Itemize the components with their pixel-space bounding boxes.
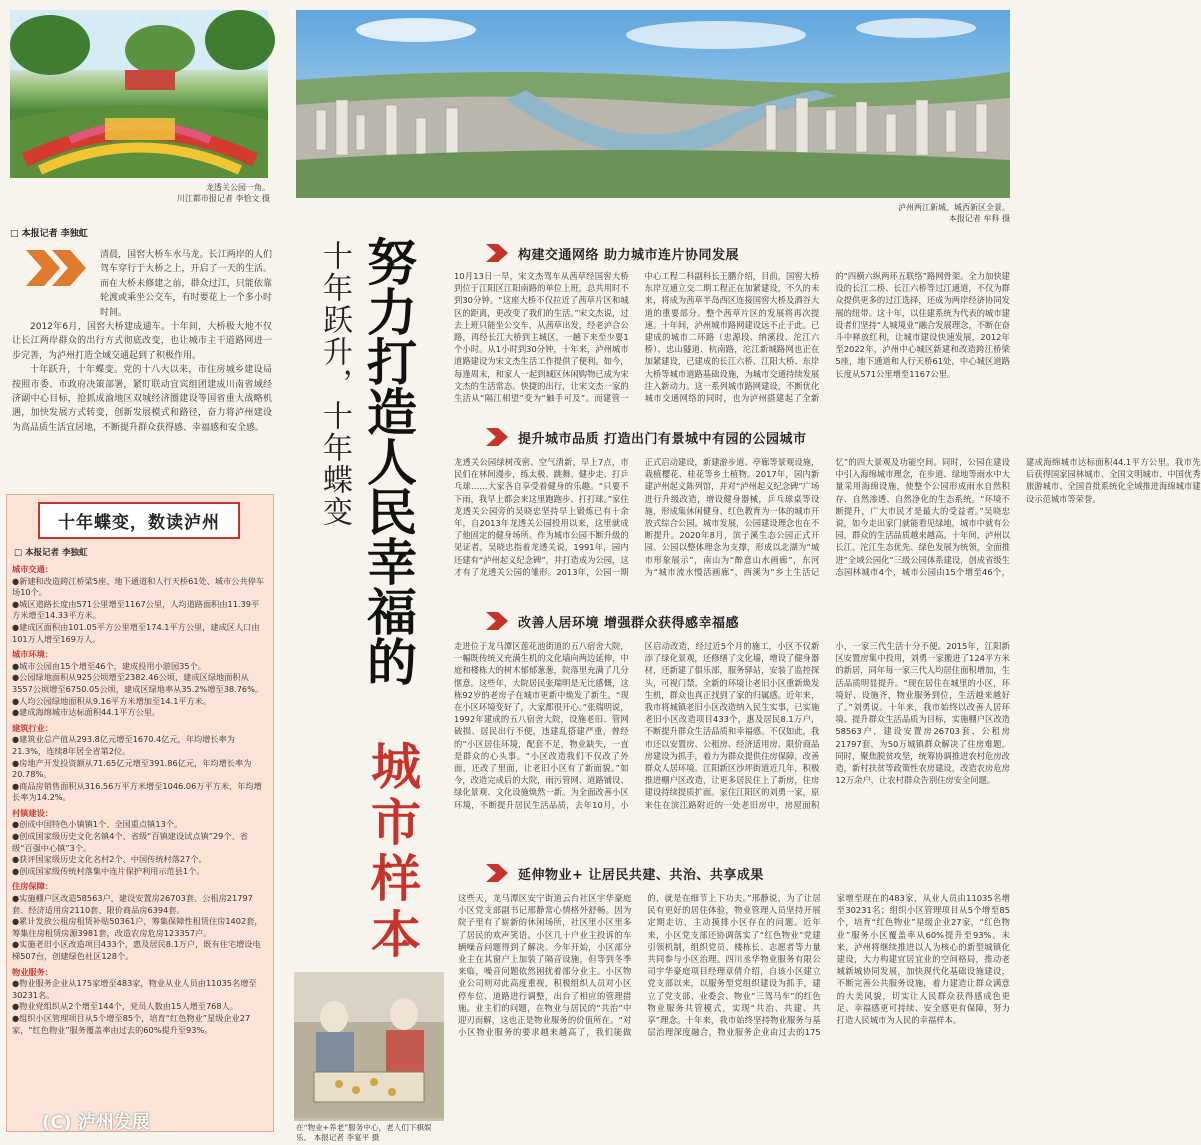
- chess-players-illustration: [294, 972, 444, 1118]
- stats-item: ●商品房销售面积从316.56万平方米增至1046.06万平方米，年均增长率为14.2%。: [12, 780, 262, 803]
- stats-item: ●实施棚户区改造58563户，建设安置房26703套、公租房21797套、经济适用房2110套、限价商品房6394套。: [12, 893, 253, 915]
- stats-item: ●创成国家级传统村落集中连片保护利用示范县1个。: [12, 865, 205, 876]
- stats-section-heading: 城市交通：: [12, 564, 53, 574]
- stats-box-body: [12, 560, 266, 1116]
- section-text-property: [294, 892, 1010, 1143]
- stats-box-byline: □ 本报记者 李独虹: [14, 548, 88, 558]
- stats-item: ●建成海绵城市达标面积44.1平方公里。: [12, 707, 161, 718]
- stats-section-heading: 住房保障：: [12, 881, 53, 892]
- section-text-transport: 10月13日一早，宋文杰驾车从茜草经国窖大桥到位于江阳区江阳南路的单位上班，总共用时不到30分钟。“这座大桥不仅拉近了茜草片区和城区的距离，更改变了我们的生活。”宋文杰说，过去上班只能坐公交车，从茜草出发，经老泸合公路，再经长江大桥到主城区，一趟下来至少要1个小时。从1小时到30分钟，十年来，泸州城市道路建设为宋文杰生活工作提供了便利。如今，每逢周末，和家人一起到城区休闲购物已成为宋文杰的生活常态。快捷的出行，让宋文杰一家的生活从“隔江相望”变为“触手可及”。而建管一中心工程二科副科长王鹏介绍，目前，国窖大桥东岸互通立交二期工程正在加紧建设，不久的未来，将成为茜草半岛西区连接国窖大桥及酒谷大道的重要部分。整个茜草片区的发展将再次提速。十年间，泸州城市路网建设远不止于此。已建成的城市二环路（忠源段、纳溪段、沱江六桥）、忠山隧道、杭南路，沱江新城路网也正在加紧建设，已建成的长江六桥、江阳大桥、东岸大桥等城市道路基础设施，为城市交通持续发展注入新动力。这一系列城市路网建设，不断优化城市交通网络的同时，也为泸州搭建起了全新的“四横六纵两环五联络”路网骨架。全力加快建设的长江二桥、长江六桥等过江通道，不仅为群众提供更多的过江选择，还成为两岸经济协同发展的纽带。这十年，以住建系统为代表的城市建设者们坚持“人城境业”融合发展理念，不断在奋斗中释放红利，让城市建设快速发展，2012年至2022年，泸州中心城区新建和改造跨江桥梁5座，地下通道和人行天桥61处，中心城区道路长度从571公里增至1167公里。: [454, 271, 1010, 404]
- subtitle-vertical: 十年跃升，十年蝶变: [317, 240, 352, 528]
- intro-text: [12, 248, 272, 473]
- stats-item: ●组织小区管理项目从5个增至85个，培育“红色物业”星级企业27家，“红色物业”服务覆盖率由过去的60%提升至93%。: [12, 1012, 251, 1035]
- bottom-photo: [294, 972, 444, 1142]
- stats-item: ●获评国家级历史文化名村2个、中国传统村落27个。: [12, 854, 207, 865]
- stats-item: ●累计发放公租房租赁补贴50361户，筹集保障性租赁住房1402套，筹集住房租赁房源3981套，改造农房危房123357户。: [12, 916, 263, 938]
- red-arrow-icon: [486, 244, 508, 262]
- stats-item: ●房地产开发投资额从71.65亿元增至391.86亿元，年均增长率为20.78%。: [12, 757, 252, 780]
- stats-item: ●新建和改造跨江桥梁5座、地下通道和人行天桥61处、城市公共停车场10个。: [12, 575, 265, 598]
- red-arrow-icon: [486, 864, 508, 882]
- red-arrow-icon: [486, 428, 508, 446]
- stats-item: ●公园绿地面积从925公顷增至2382.46公顷，建成区绿地面积从3557公顷增至6750.05公顷，建成区绿地率从35.2%增至38.76%。: [12, 672, 264, 694]
- main-title-red: 城市样本: [363, 740, 422, 964]
- stats-item: ●创成中国特色小镇镇1个、全国重点镇13个。: [12, 819, 183, 830]
- intro-paragraph: 十年跃升，十年蝶变。党的十八大以来，市住房城乡建设局按照市委、市政府决策部署，紧盯联动宜宾组团建成川南省域经济副中心目标，抢抓成渝地区双城经济圈建设等国省重大战略机遇，加快发展方式转变，创新发展模式和路径，奋力将泸州建设为高品质生活宜居地，不断提升群众获得感、幸福感和安全感。: [12, 365, 272, 433]
- city-panorama-caption: 泸州两江新城、城西新区全景。 本报记者 牟科 摄: [898, 203, 1010, 223]
- byline-left: □ 本报记者 李独虹: [10, 229, 88, 239]
- stats-section-heading: 村镇建设：: [12, 807, 53, 818]
- watermark: (C) 泸州发展: [42, 1112, 150, 1133]
- park-photo: [10, 10, 268, 178]
- park-photo-caption: 龙透关公园一角。 川江都市报记者 李恰文 摄: [176, 183, 270, 203]
- flower-bed-illustration: [10, 10, 268, 178]
- stats-section-heading: 城市环境：: [12, 649, 53, 660]
- stats-box-title: [6, 503, 272, 537]
- section-text-property-columns: 这些天，龙马潭区安宁街道云台社区宇华豪庭小区党支部副书记邢静常心情格外舒畅。因为院子里有了崭新的休闲场所，社区里小区里多了居民的欢声笑语。小区几十户业主投诉的车辆噪音问题得到了解决。今年开始，小区部分业主在其窗户上加装了隔音设施，但等到冬季来临，噪音问题依然困扰着部分业主。小区物业公司则对此高度重视，积极组织人员对小区停车位、道路进行调整，出台了相应的管理措施。业主们的问题，在物业与居民的“共治”中迎刃而解，这也正是物业服务的价值所在。“对小区物业服务的要求越来越高了，我们能做的，就是在细节上下功夫。”邢静说，为了让居民有更好的居住体验，物业管理人员坚持开展定期走访，主动摸排小区存在的问题。近年来，小区党支部还协调落实了“红色物业”党建引领机制，组织党员、楼栋长、志愿者等力量共同参与小区治理。四川丞华物业服务有限公司宇华豪庭项目经理章倩介绍，自该小区建立党支部以来，以服务型党组织建设为抓手，建立了党支部、业委会、物业“三驾马车”的红色物业服务共管模式，实现“共治、共建、共享”理念。十年来，我市始终坚持物业服务与基层治理深度融合，物业服务企业由过去的175家增至现在的483家，从业人员由11035名增至30231名；组织小区管理项目从5个增至85个，培育“红色物业”星级企业27家，“红色物业”服务小区覆盖率从60%提升至93%。未来，泸州将继续推进以人为核心的新型城镇化建设，大力构建宜居宜业的空间格局，推动老城新城协同发展，加快现代化基础设施建设，不断完善公共服务设施，着力建造让群众满意的大美风貌，切实让人民群众获得感成色更足、幸福感更可持续、安全感更有保障，努力打造人民城市为人民的幸福样本。: [458, 893, 1010, 1038]
- section-heading-living-environment: 改善人居环境 增强群众获得感幸福感: [486, 610, 739, 632]
- stats-section-heading: 建筑行业：: [12, 722, 53, 733]
- stats-item: ●实施老旧小区改造项目433个，惠及居民8.1万户，既有住宅增设电梯507台，创建绿色社区128个。: [12, 939, 261, 961]
- city-panorama-photo: [296, 10, 1010, 198]
- section-heading-property: 延伸物业+ 让居民共建、共治、共享成果: [486, 862, 764, 884]
- section-heading-city-quality: 提升城市品质 打造出门有景城中有园的公园城市: [486, 426, 807, 448]
- section-text-city-quality: 龙透关公园绿树茂密、空气清新，早上7点，市民们在林间漫步，练太极、跳舞、健步走、打乒乓球……大家各自享受着健身的乐趣。“只要不下雨，我早上都会来这里跑跑步、打打球。”家住龙透关公园旁的吴晓忠坚持早上锻炼已有十余年，自2013年龙透关公园投用以来，这里就成了他固定的健身场所。作为城市公园不断升级的见证者，吴晓忠指着龙透关说，1991年，园内还建有“泸州起义纪念碑”，并打造成为公园，这才有了龙透关公园的雏形。2013年，公园一期正式启动建设，新建游步道、亭廊等景观设施，栽植樱花、桂花等乡土植物。2017年，园内新建泸州起义陈列馆，并对“泸州起义纪念碑”广场进行升级改造，增设健身器械，乒乓球桌等设施，形成集休闲健身、红色教育为一体的城市开放式综合公园。城市发展，公园建设理念也在不断提升。2020年8月，滨子溪生态公园正式开园。公园以整体理念为支撑，形成以北湖为“城市形象展示”，南山为“醉意山水画廊”，东河为“城市流水慢活画廊”，西溪为“乡土生活记忆”的四大景观及功能空间。同时，公园在建设中引入海绵城市理念，在步道、绿地等雨水中大量采用海绵设施，使整个公园形成雨水自然积存、自然渗透、自然净化的生态系统。“环境不断提升，广大市民才是最大的受益者。”吴晓忠说，如今走出家门就能看见绿地，城市中就有公园，群众的生活品质越来越高。十年间，泸州以长江、沱江生态优先、绿色发展为统领，全面推进“全域公园化”三级公园体系建设，创成省级生态园林城市4个，城市公园由15个增至46个，建成海绵城市达标面积44.1平方公里。我市先后获得国家园林城市、全国文明城市、中国优秀旅游城市、全国首批系统化全域推进海绵城市建设示范城市等荣誉。: [454, 457, 1201, 577]
- stats-section-heading: 物业服务：: [12, 966, 53, 977]
- stats-item: ●城市公园由15个增至46个，建成投用小游园35个。: [12, 660, 206, 671]
- city-panorama-illustration: [296, 10, 1010, 198]
- section-heading-transport: 构建交通网络 助力城市连片协同发展: [486, 242, 739, 264]
- stats-box-title-text: 十年蝶变，数读泸州: [38, 502, 240, 539]
- stats-item: ●城区道路长度由571公里增至1167公里，人均道路面积由11.39平方米增至14.33平方米。: [12, 598, 260, 621]
- stats-item: ●物业服务企业从175家增至483家，物业从业人员由11035名增至30231名。: [12, 978, 257, 1000]
- red-arrow-icon: [486, 612, 508, 630]
- stats-item: ●建筑业总产值从293.8亿元增至1670.4亿元，年均增长率为21.3%，连续8年居全省第2位。: [12, 734, 235, 756]
- intro-paragraph: 清晨，国窖大桥车水马龙。长江两岸的人们驾车穿行于大桥之上，开启了一天的生活。而在大桥未修建之前，群众过江，只能依靠轮渡或乘坐公交车，有时要花上一个多小时时间。: [100, 250, 272, 318]
- stats-item: ●建成区面积由101.05平方公里增至174.1平方公里，建成区人口由101万人增至169万人。: [12, 621, 260, 644]
- stats-item: ●物业党组织从2个增至144个，党员人数由15人增至768人。: [12, 1001, 238, 1012]
- stats-item: ●创成国家级历史文化名镇4个、省级“百镇建设试点镇”29个、省级“百强中心镇”3个。: [12, 831, 248, 853]
- bottom-photo-caption: 在“物业+养老”服务中心，老人们下棋娱乐。 本报记者 李宴平 摄: [294, 1121, 444, 1145]
- intro-paragraph: 2012年6月，国窖大桥建成通车。十年间，大桥极大地不仅让长江两岸群众的出行方式彻底改变，也让城市主干道路网进一步完善，为泸州打造全域交通起到了积极作用。: [12, 322, 272, 361]
- stats-item: ●人均公园绿地面积从9.16平方米增加至14.1平方米。: [12, 695, 212, 706]
- main-title-black: 努力打造人民幸福的: [359, 236, 417, 686]
- section-text-living-environment: 走进位于龙马潭区莲花池街道的五八宿舍大院，一幅既传统又充满生机的文化墙向两边延伸，中庭和楼栋大的树木郁郁葱葱，院落里充满了几分惬意。这些年，大院居民张瑞明是无比感慨，这栋92岁的老房子在城市更新中焕发了新生。“现在小区环境变好了，大家都很开心。”张瑞明说，1992年建成的五八宿舍大院，设施老旧、管网破损、居民出行不便，违建乱搭建严重，曾经的“小区居住环境，配套不足，物业缺失，一直是群众的心头事。“小区改造我们不仅改了外面，还改了里面，让老旧小区有了新面貌。”如今，改造完成后的大院，雨污管网、道路铺设、绿化景观、文化设施焕然一新。为全面改善小区环境，不断提升居民生活品质，去年10月，小区启动改造，经过近5个月的施工，小区不仅新添了绿化景观，还修缮了文化墙，增设了健身器材，还新建了俱乐部，服务驿站，安装了监控探头，可视门禁。全新的环境让老旧小区重新焕发生机，群众也真正找到了家的归属感。近年来，我市将城镇老旧小区改造纳入民生实事，已实施老旧小区改造项目433个，惠及居民8.1万户，不断提升群众生活品质和幸福感。不仅如此，我市还以安置房、公租房、经济适用房、限价商品房建设为抓手，着力为群众提供住房保障，改善群众人居环境。江阳新区沙坪街道近几年，积极推进棚户区改造，让更多居民住上了新房，住房建设持续提质扩面。家住江阳区的刘勇一家，原来住在滨江路附近的一处老旧房中，房屋面积小，一家三代生活十分不便。2015年，江阳新区安置房集中投用，刘勇一家搬进了124平方米的新居，同年每一家三代人均居住面积增加，生活品质明显提升。“现在居住在城里的小区，环境好、设施齐，物业服务到位，生活越来越好了。”刘勇说。十年来，我市始终以改善人居环境、提升群众生活品质为目标，实施棚户区改造58563户，建设安置房26703套、公租房21797套，为50万城镇群众解决了住房难题。同时，聚焦脱贫攻坚，统筹协调推进农村危房改造，新村扶贫等政策性农房建设，改造农房危房12万余户，让农村群众告别住房安全问题。: [454, 641, 1010, 810]
